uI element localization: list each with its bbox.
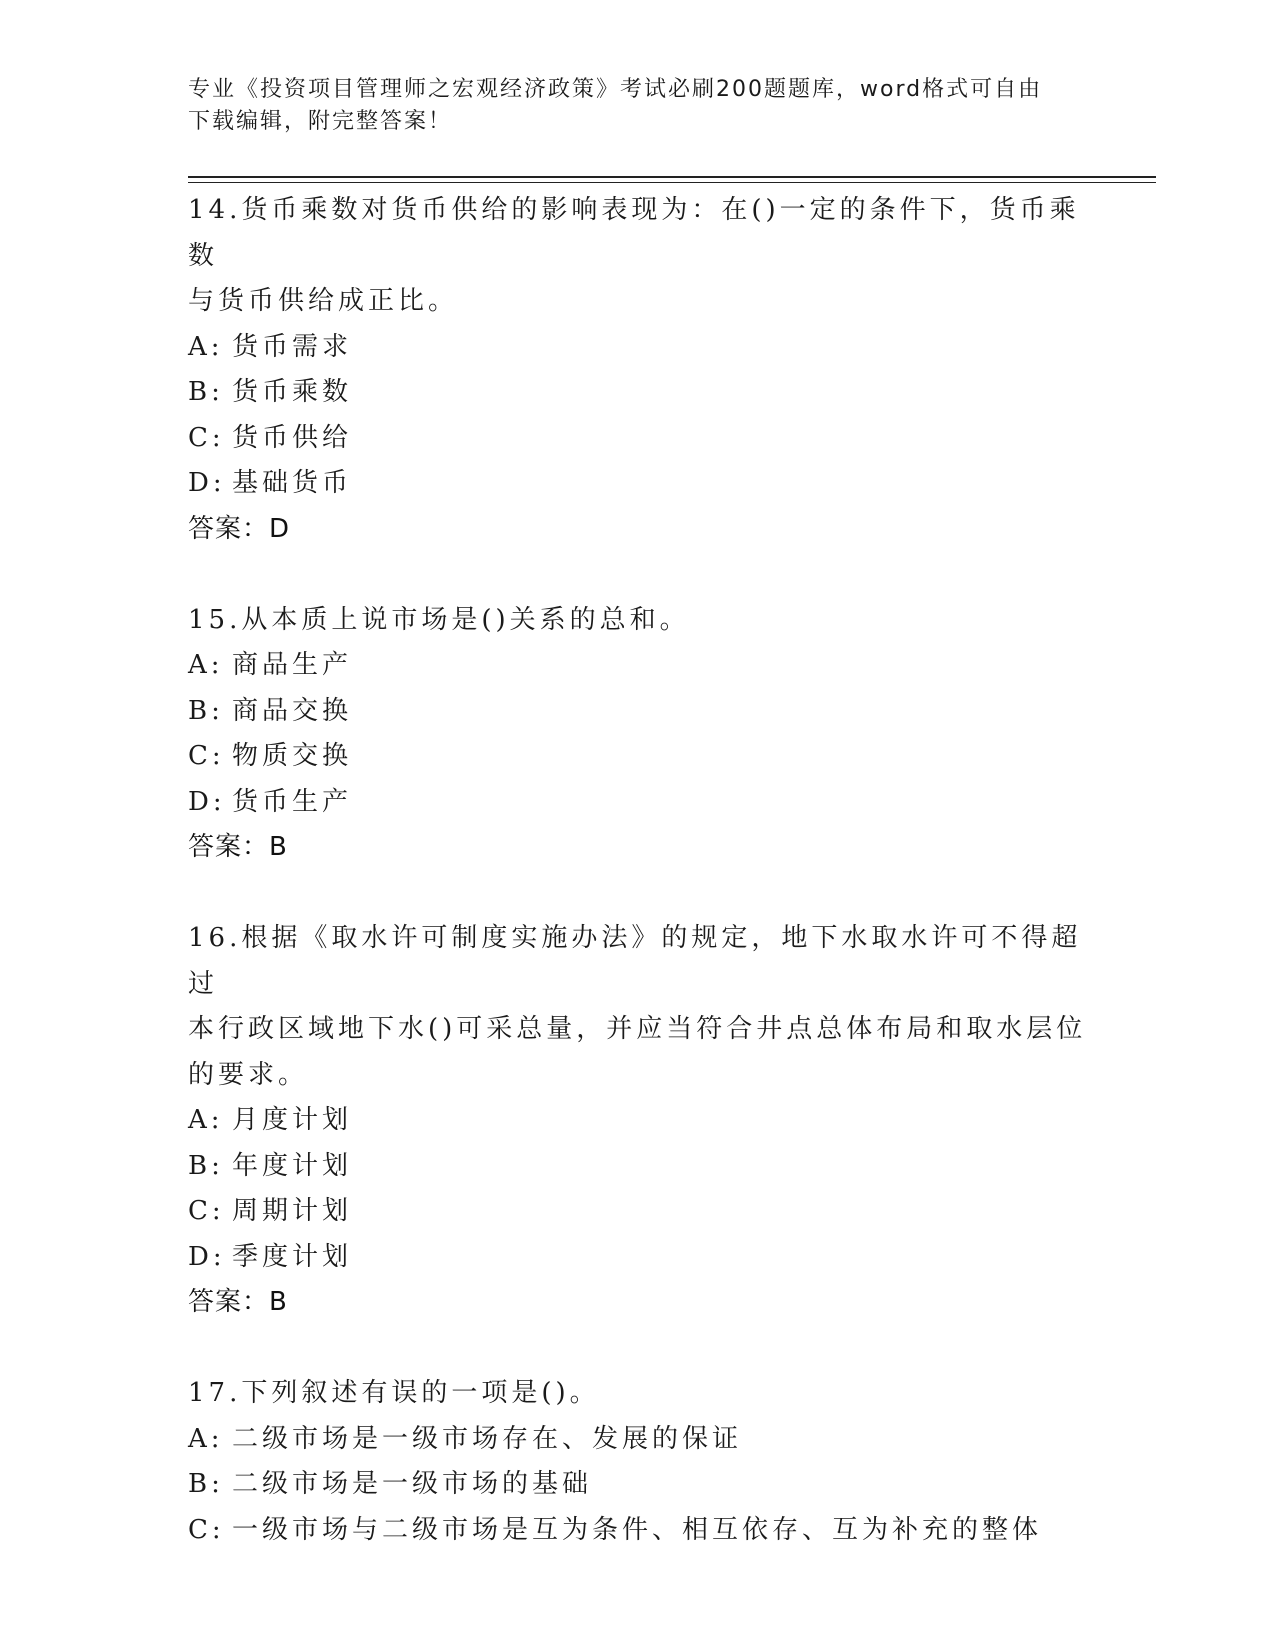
header-divider-thin: [188, 182, 1156, 183]
option-text: 月度计划: [232, 1105, 353, 1135]
option-text: 周期计划: [232, 1196, 353, 1226]
option-key: B:: [188, 377, 224, 407]
option-key: A:: [188, 331, 224, 362]
option-a: [188, 643, 1088, 689]
option-b: [188, 1144, 1088, 1190]
option-text: 物质交换: [232, 741, 353, 771]
stem-line: 本行政区域地下水()可采总量，并应当符合井点总体布局和取水层位: [188, 1014, 1087, 1044]
stem-line: 16.根据《取水许可制度实施办法》的规定，地下水取水许可不得超过: [188, 923, 1082, 999]
option-key: D:: [188, 1241, 226, 1272]
question-15: [188, 598, 1088, 871]
option-text: 二级市场是一级市场的基础: [232, 1469, 593, 1499]
option-key: A:: [188, 1423, 224, 1454]
option-text: 一级市场与二级市场是互为条件、相互依存、互为补充的整体: [232, 1514, 1043, 1545]
stem-line: 15.从本质上说市场是()关系的总和。: [188, 604, 690, 635]
option-text: 二级市场是一级市场存在、发展的保证: [232, 1423, 743, 1454]
option-text: 货币需求: [232, 331, 353, 362]
option-text: 商品交换: [232, 695, 353, 726]
option-c: [188, 416, 1088, 462]
option-text: 货币生产: [232, 786, 353, 817]
option-text: 商品生产: [232, 650, 353, 680]
answer-label: 答案：B: [188, 832, 288, 862]
question-stem: [188, 598, 1088, 644]
option-key: B:: [188, 695, 224, 726]
option-key: B:: [188, 1150, 224, 1181]
option-b: [188, 370, 1088, 416]
question-spacer: [188, 871, 1088, 917]
question-14: [188, 188, 1088, 552]
stem-line: 与货币供给成正比。: [188, 286, 459, 316]
question-spacer: [188, 1326, 1088, 1372]
option-text: 季度计划: [232, 1241, 353, 1272]
question-stem: [188, 188, 1088, 325]
option-text: 货币乘数: [232, 377, 353, 407]
document-intro: [188, 74, 1068, 138]
stem-line: 的要求。: [188, 1059, 309, 1090]
option-key: B:: [188, 1469, 224, 1499]
option-key: C:: [188, 1196, 225, 1226]
option-c: [188, 1189, 1088, 1235]
option-key: A:: [188, 1105, 224, 1135]
option-a: [188, 1417, 1088, 1463]
header-divider-thick: [188, 176, 1156, 178]
option-c: [188, 1508, 1088, 1554]
option-d: [188, 1235, 1088, 1281]
option-key: A:: [188, 650, 224, 680]
option-text: 年度计划: [232, 1150, 353, 1181]
option-key: C:: [188, 422, 225, 453]
option-key: D:: [188, 468, 226, 498]
option-b: [188, 1462, 1088, 1508]
stem-line: 14.货币乘数对货币供给的影响表现为：在()一定的条件下，货币乘数: [188, 195, 1080, 271]
question-stem: [188, 1371, 1088, 1417]
intro-line-2: 下载编辑，附完整答案！: [188, 109, 453, 134]
option-text: 基础货币: [232, 468, 353, 498]
option-b: [188, 689, 1088, 735]
answer-label: 答案：B: [188, 1287, 288, 1317]
option-a: [188, 1098, 1088, 1144]
question-list: [188, 188, 1088, 1553]
question-16: [188, 916, 1088, 1326]
option-c: [188, 734, 1088, 780]
stem-line: 17.下列叙述有误的一项是()。: [188, 1378, 600, 1408]
question-stem: [188, 916, 1088, 1098]
intro-line-1: 专业《投资项目管理师之宏观经济政策》考试必刷200题题库，word格式可自由: [188, 77, 1043, 102]
answer-label: 答案：D: [188, 513, 291, 544]
option-a: [188, 325, 1088, 371]
option-d: [188, 780, 1088, 826]
option-key: C:: [188, 741, 225, 771]
option-key: D:: [188, 786, 226, 817]
option-key: C:: [188, 1514, 225, 1545]
question-17: [188, 1371, 1088, 1553]
option-text: 货币供给: [232, 422, 353, 453]
question-spacer: [188, 552, 1088, 598]
option-d: [188, 461, 1088, 507]
